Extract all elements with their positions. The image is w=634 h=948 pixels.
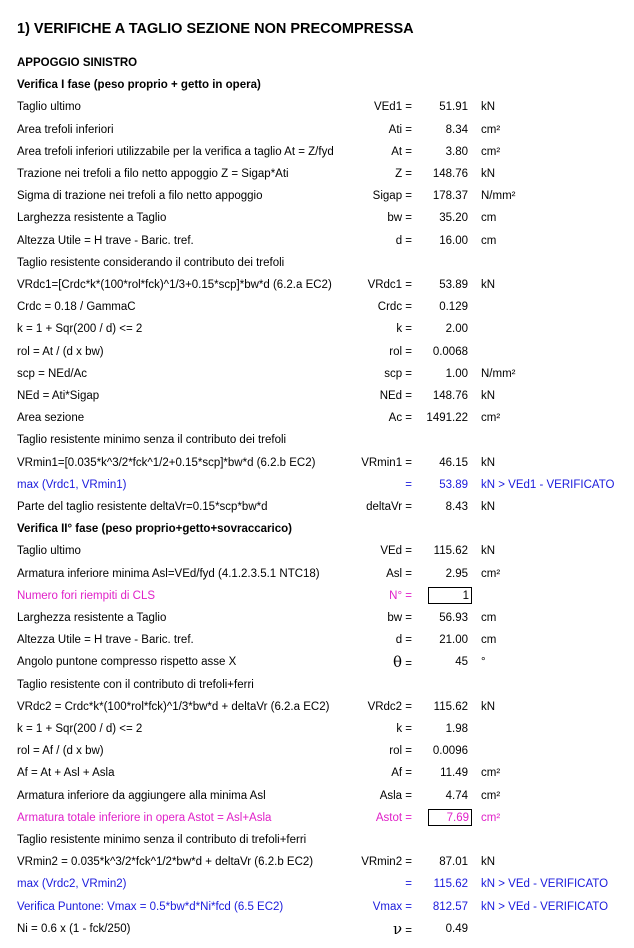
calc-row xyxy=(0,74,634,96)
row-value: 1.00 xyxy=(445,367,468,380)
row-unit: kN > VEd - VERIFICATO xyxy=(481,878,609,891)
row-symbol: VEd1 = xyxy=(373,101,412,114)
row-description: Trazione nei trefoli a filo netto appoggio Z = Sigap*Ati xyxy=(17,168,289,180)
row-description: VRmin1=[0.035*k^3/2*fck^1/2+0.15*scp]*bw*d (6.2.b EC2) xyxy=(17,456,316,469)
row-value: 11.49 xyxy=(440,767,468,780)
row-value: 8.43 xyxy=(445,501,468,513)
row-description: VRdc2 = Crdc*k*(100*rol*fck)^1/3*bw*d + deltaVr (6.2.a EC2) xyxy=(17,700,330,713)
row-description: Parte del taglio resistente deltaVr=0.15*scp*bw*d xyxy=(17,501,268,513)
calc-row xyxy=(0,651,634,673)
row-unit: kN xyxy=(481,390,496,402)
row-description: Larghezza resistente a Taglio xyxy=(17,212,167,225)
calc-row xyxy=(0,540,634,562)
row-symbol: At = xyxy=(391,145,412,158)
row-description: Altezza Utile = H trave - Baric. tref. xyxy=(17,634,194,647)
row-description: APPOGGIO SINISTRO xyxy=(17,57,138,69)
row-symbol: VRdc2 = xyxy=(367,700,412,713)
row-symbol: N° = xyxy=(389,589,412,602)
calc-row xyxy=(0,318,634,340)
calc-row xyxy=(0,52,634,74)
calc-row xyxy=(0,230,634,252)
row-unit: kN xyxy=(481,856,496,869)
row-value: 51.91 xyxy=(439,101,468,114)
row-unit: kN > VEd1 - VERIFICATO xyxy=(481,478,615,491)
row-unit: kN xyxy=(481,101,496,114)
row-description: Verifica II° fase (peso proprio+getto+sovraccarico) xyxy=(17,523,292,536)
row-value: 1491.22 xyxy=(426,412,468,425)
calc-row xyxy=(0,385,634,407)
row-unit: cm² xyxy=(481,123,501,136)
calc-row xyxy=(0,429,634,451)
calc-row xyxy=(0,496,634,518)
row-symbol: rol = xyxy=(389,745,412,758)
row-symbol: Af = xyxy=(391,767,412,780)
calc-row xyxy=(0,363,634,385)
row-value: 2.95 xyxy=(445,567,468,580)
row-description: max (Vrdc2, VRmin2) xyxy=(17,878,127,891)
row-description: Armatura inferiore minima Asl=VEd/fyd (4.1.2.3.5.1 NTC18) xyxy=(17,567,320,580)
row-symbol: ν = xyxy=(392,919,412,938)
greek-symbol: ν xyxy=(392,919,403,938)
calc-row xyxy=(0,918,634,940)
row-symbol: d = xyxy=(395,634,412,647)
calc-row xyxy=(0,785,634,807)
row-unit: cm² xyxy=(481,567,501,580)
row-value: 0.0068 xyxy=(432,345,468,358)
calc-row xyxy=(0,807,634,829)
row-description: scp = NEd/Ac xyxy=(17,367,87,380)
row-description: Crdc = 0.18 / GammaC xyxy=(17,301,136,314)
calc-row xyxy=(0,474,634,496)
row-description: Taglio resistente considerando il contributo dei trefoli xyxy=(17,256,285,269)
page-title: 1) VERIFICHE A TAGLIO SEZIONE NON PRECOMPRESSA xyxy=(17,21,414,37)
row-unit: cm² xyxy=(481,767,501,780)
calc-row xyxy=(0,629,634,651)
row-symbol: VRmin1 = xyxy=(361,456,412,469)
row-symbol: d = xyxy=(395,234,412,247)
calc-row xyxy=(0,762,634,784)
row-symbol: Asla = xyxy=(379,789,412,802)
row-description: Angolo puntone compresso rispetto asse X xyxy=(17,656,237,669)
calc-row xyxy=(0,96,634,118)
calc-row xyxy=(0,296,634,318)
row-unit: cm xyxy=(481,234,497,247)
row-symbol: k = xyxy=(396,323,412,336)
row-symbol: = xyxy=(405,878,412,891)
row-unit: kN xyxy=(481,700,496,713)
row-description: Taglio ultimo xyxy=(17,101,81,114)
row-description: Taglio resistente minimo senza il contributo dei trefoli xyxy=(17,434,287,447)
row-value: 0.129 xyxy=(439,301,468,314)
row-value: 115.62 xyxy=(433,878,468,891)
row-unit: N/mm² xyxy=(481,367,516,380)
row-value: 53.89 xyxy=(439,279,468,291)
calc-row xyxy=(0,119,634,141)
row-value: 21.00 xyxy=(439,634,468,647)
row-description: Area trefoli inferiori utilizzabile per la verifica a taglio At = Z/fyd xyxy=(17,145,334,158)
row-value: 178.37 xyxy=(432,190,468,203)
row-symbol: Ac = xyxy=(388,412,412,425)
row-value: 16.00 xyxy=(439,234,468,247)
row-value: 148.76 xyxy=(432,390,468,402)
row-unit: kN > VEd - VERIFICATO xyxy=(481,900,609,913)
calc-row xyxy=(0,896,634,918)
row-unit: kN xyxy=(481,501,496,513)
row-description: rol = At / (d x bw) xyxy=(17,345,104,358)
row-description: Area sezione xyxy=(17,412,85,425)
row-unit: cm² xyxy=(481,145,501,158)
row-unit: ° xyxy=(481,656,486,669)
row-unit: cm² xyxy=(481,811,501,824)
row-symbol: VRdc1 = xyxy=(367,279,412,291)
row-description: Taglio resistente con il contributo di trefoli+ferri xyxy=(17,678,254,691)
row-value: 45 xyxy=(455,656,468,669)
row-symbol: Asl = xyxy=(386,567,412,580)
calc-row xyxy=(0,585,634,607)
row-value: 87.01 xyxy=(439,856,468,869)
row-unit: cm xyxy=(481,212,497,225)
row-symbol: Z = xyxy=(395,168,412,180)
row-unit: kN xyxy=(481,545,496,558)
calc-row xyxy=(0,873,634,895)
calc-row xyxy=(0,518,634,540)
row-unit: kN xyxy=(481,456,496,469)
row-value: 148.76 xyxy=(432,168,468,180)
row-unit: cm xyxy=(481,634,497,647)
row-symbol: Vmax = xyxy=(372,900,412,913)
calc-row xyxy=(0,252,634,274)
row-symbol: bw = xyxy=(387,612,412,624)
row-symbol: θ = xyxy=(393,653,412,672)
row-unit: kN xyxy=(481,279,496,291)
row-value: 35.20 xyxy=(439,212,468,225)
calc-row xyxy=(0,341,634,363)
row-symbol: Astot = xyxy=(375,811,412,824)
row-value: 4.74 xyxy=(445,789,468,802)
calc-row xyxy=(0,207,634,229)
row-description: Larghezza resistente a Taglio xyxy=(17,612,167,624)
calc-row xyxy=(0,696,634,718)
row-value: 115.62 xyxy=(433,545,468,558)
row-symbol: VRmin2 = xyxy=(361,856,412,869)
row-value: 812.57 xyxy=(432,900,468,913)
row-description: Verifica Puntone: Vmax = 0.5*bw*d*Ni*fcd (6.5 EC2) xyxy=(17,900,284,913)
calc-row xyxy=(0,163,634,185)
row-description: VRdc1=[Crdc*k*(100*rol*fck)^1/3+0.15*scp]*bw*d (6.2.a EC2) xyxy=(17,279,332,291)
row-description: Af = At + Asl + Asla xyxy=(17,767,115,780)
calc-row xyxy=(0,829,634,851)
row-description: k = 1 + Sqr(200 / d) <= 2 xyxy=(17,323,143,336)
row-value: 115.62 xyxy=(433,700,468,713)
calc-row xyxy=(0,851,634,873)
calc-row xyxy=(0,718,634,740)
row-description: Armatura totale inferiore in opera Astot = Asl+Asla xyxy=(17,811,272,824)
row-description: Armatura inferiore da aggiungere alla minima Asl xyxy=(17,789,266,802)
greek-symbol: θ xyxy=(393,653,403,672)
row-description: Altezza Utile = H trave - Baric. tref. xyxy=(17,234,194,247)
calc-row xyxy=(0,674,634,696)
row-unit: cm² xyxy=(481,789,501,802)
row-unit: cm² xyxy=(481,412,501,425)
row-value: 3.80 xyxy=(445,145,468,158)
row-description: Taglio ultimo xyxy=(17,545,81,558)
row-description: k = 1 + Sqr(200 / d) <= 2 xyxy=(17,723,143,735)
row-value: 46.15 xyxy=(439,456,468,469)
row-description: NEd = Ati*Sigap xyxy=(17,390,100,402)
row-symbol: = xyxy=(405,478,412,491)
row-description: Sigma di trazione nei trefoli a filo netto appoggio xyxy=(17,190,263,203)
calc-row xyxy=(0,274,634,296)
row-symbol: scp = xyxy=(384,367,412,380)
row-value: 2.00 xyxy=(445,323,468,336)
input-cell[interactable]: 1 xyxy=(428,587,472,604)
calc-row xyxy=(0,407,634,429)
row-description: Verifica I fase (peso proprio + getto in opera) xyxy=(17,79,261,92)
row-symbol: rol = xyxy=(389,345,412,358)
row-symbol: Sigap = xyxy=(372,190,412,203)
calc-row xyxy=(0,607,634,629)
row-value: 1.98 xyxy=(445,723,468,735)
row-description: Numero fori riempiti di CLS xyxy=(17,589,156,602)
row-description: Taglio resistente minimo senza il contributo di trefoli+ferri xyxy=(17,834,307,846)
calc-row xyxy=(0,740,634,762)
row-description: Area trefoli inferiori xyxy=(17,123,114,136)
calc-row xyxy=(0,141,634,163)
calc-row xyxy=(0,185,634,207)
row-description: VRmin2 = 0.035*k^3/2*fck^1/2*bw*d + deltaVr (6.2.b EC2) xyxy=(17,856,314,869)
row-symbol: deltaVr = xyxy=(366,501,412,513)
row-description: rol = Af / (d x bw) xyxy=(17,745,104,758)
row-description: Ni = 0.6 x (1 - fck/250) xyxy=(17,922,131,935)
calc-row xyxy=(0,452,634,474)
row-value: 8.34 xyxy=(445,123,468,136)
row-symbol: NEd = xyxy=(379,390,412,402)
row-value: 56.93 xyxy=(439,612,468,624)
row-unit: kN xyxy=(481,168,496,180)
row-symbol: Ati = xyxy=(388,123,412,136)
row-unit: N/mm² xyxy=(481,190,516,203)
row-value: 53.89 xyxy=(439,478,468,491)
calc-row xyxy=(0,563,634,585)
row-symbol: k = xyxy=(396,723,412,735)
row-value: 0.49 xyxy=(445,922,468,935)
row-symbol: VEd = xyxy=(380,545,412,558)
row-unit: cm xyxy=(481,612,497,624)
row-description: max (Vrdc1, VRmin1) xyxy=(17,478,127,491)
row-symbol: bw = xyxy=(387,212,412,225)
row-symbol: Crdc = xyxy=(377,301,412,314)
input-cell[interactable]: 7.69 xyxy=(428,809,472,826)
row-value: 0.0096 xyxy=(432,745,468,758)
